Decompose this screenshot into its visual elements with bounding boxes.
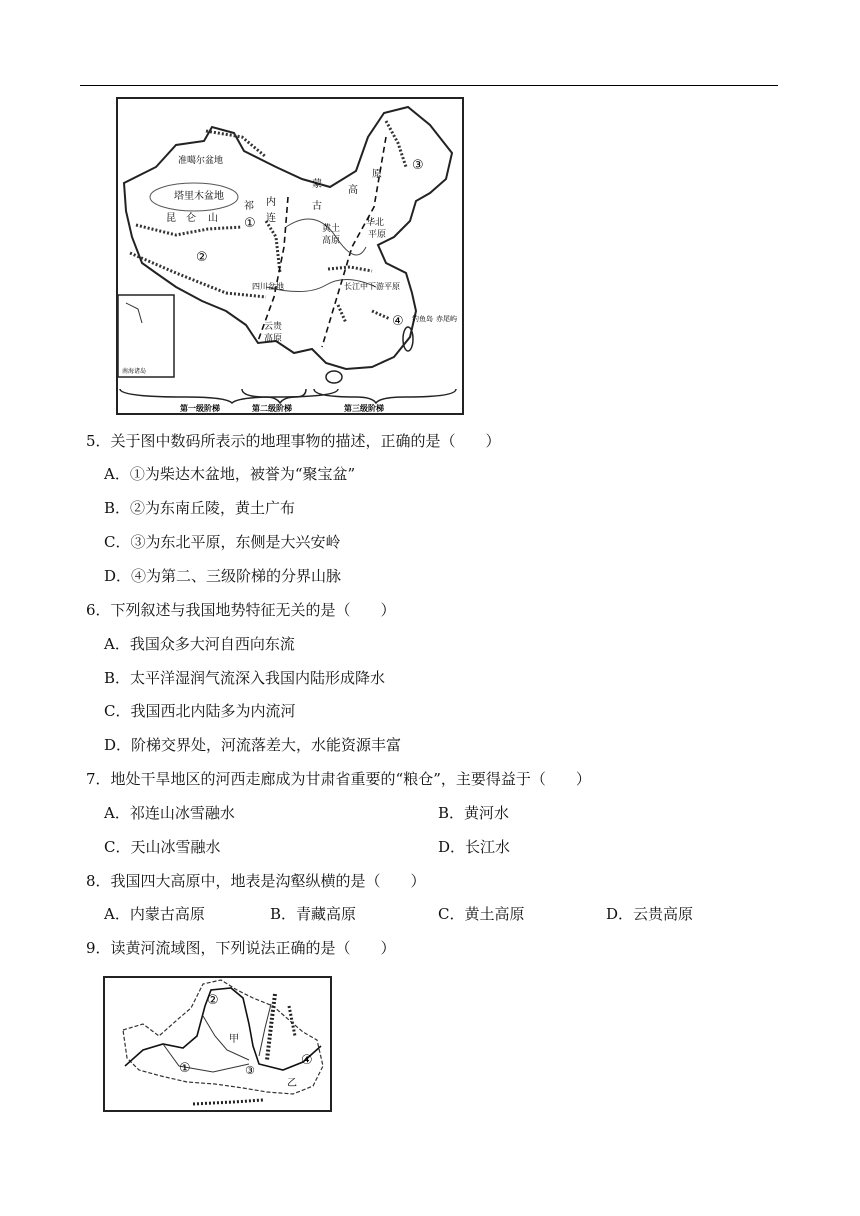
q5-stem: 5．关于图中数码所表示的地理事物的描述，正确的是（ ） [86,432,501,450]
map-label-chiwei: 赤尾屿 [436,315,457,323]
q7-option-c[interactable]: C．天山冰雪融水 [104,838,221,856]
map2-label-n4: ④ [301,1053,313,1068]
map-label-pingyuan: 平原 [368,230,387,240]
q8-stem: 8．我国四大高原中，地表是沟壑纵横的是（ ） [86,872,426,890]
map-label-step3: 第三级阶梯 [344,404,384,413]
map-label-diaoyu: 钓鱼岛 [412,315,433,323]
map-label-huangtu: 黄土 [322,224,341,234]
china-terrain-map [116,97,464,415]
map2-label-jia: 甲 [229,1034,239,1045]
q6-option-b[interactable]: B．太平洋湿润气流深入我国内陆形成降水 [104,669,386,687]
q5-option-b[interactable]: B．②为东南丘陵，黄土广布 [104,499,296,517]
q9-stem: 9．读黄河流域图，下列说法正确的是（ ） [86,939,396,957]
map-label-kunlun-3: 山 [208,213,218,224]
map-label-yungui-1: 云贵 [264,322,283,332]
map-label-num2: ② [196,250,208,265]
map2-label-yi: 乙 [287,1078,297,1089]
map-label-changjiang: 长江中下游平原 [344,282,400,291]
q7-option-d[interactable]: D．长江水 [438,838,511,856]
q8-option-b[interactable]: B．青藏高原 [270,905,357,923]
map-label-gao: 高 [348,185,358,196]
map-label-num3: ③ [412,158,424,173]
q8-option-a[interactable]: A．内蒙古高原 [104,905,205,923]
map-label-huabei: 华北 [366,218,385,228]
map-label-tarim: 塔里木盆地 [174,191,224,202]
map-label-num4: ④ [392,314,404,329]
q7-option-b[interactable]: B．黄河水 [438,804,510,822]
yellow-river-basin-map [103,976,332,1112]
map-label-num1: ① [244,216,256,231]
map-label-step1: 第一级阶梯 [180,404,220,413]
q5-option-a[interactable]: A．①为柴达木盆地，被誉为“聚宝盆” [104,465,356,483]
q5-option-d[interactable]: D．④为第二、三级阶梯的分界山脉 [104,567,342,585]
map-label-gaoyuan2: 高原 [322,236,341,246]
map-label-kunlun-1: 昆 [166,213,176,224]
map-label-nei: 内 [266,197,276,208]
map2-label-n1: ① [179,1061,191,1076]
map-label-sichuan: 四川盆地 [252,282,284,291]
q8-option-d[interactable]: D．云贵高原 [606,905,694,923]
map-label-nanhai: 南海诸岛 [122,368,147,375]
q6-option-a[interactable]: A．我国众多大河自西向东流 [104,635,295,653]
map-label-yuan: 原 [372,169,382,180]
q8-option-c[interactable]: C．黄土高原 [438,905,525,923]
map-label-step2: 第二级阶梯 [252,404,292,413]
q6-option-c[interactable]: C．我国西北内陆多为内流河 [104,702,296,720]
q5-option-c[interactable]: C．③为东北平原，东侧是大兴安岭 [104,533,341,551]
map2-label-n2: ② [207,993,219,1008]
q7-option-a[interactable]: A．祁连山冰雪融水 [104,804,235,822]
q6-option-d[interactable]: D．阶梯交界处，河流落差大，水能资源丰富 [104,736,402,754]
q7-stem: 7．地处干旱地区的河西走廊成为甘肃省重要的“粮仓”，主要得益于（ ） [86,770,591,788]
map-label-menggu: 蒙 [312,179,322,190]
map-label-qilian-1: 祁 [244,201,254,212]
map-label-gu: 古 [312,201,322,212]
map-label-yungui-2: 高原 [264,334,283,344]
map-label-junggar: 准噶尔盆地 [178,156,224,166]
map-label-kunlun-2: 仑 [186,213,196,224]
header-rule [80,85,778,86]
map-label-qilian-2: 连 [266,213,276,224]
q6-stem: 6．下列叙述与我国地势特征无关的是（ ） [86,601,396,619]
map2-label-n3: ③ [245,1064,255,1077]
